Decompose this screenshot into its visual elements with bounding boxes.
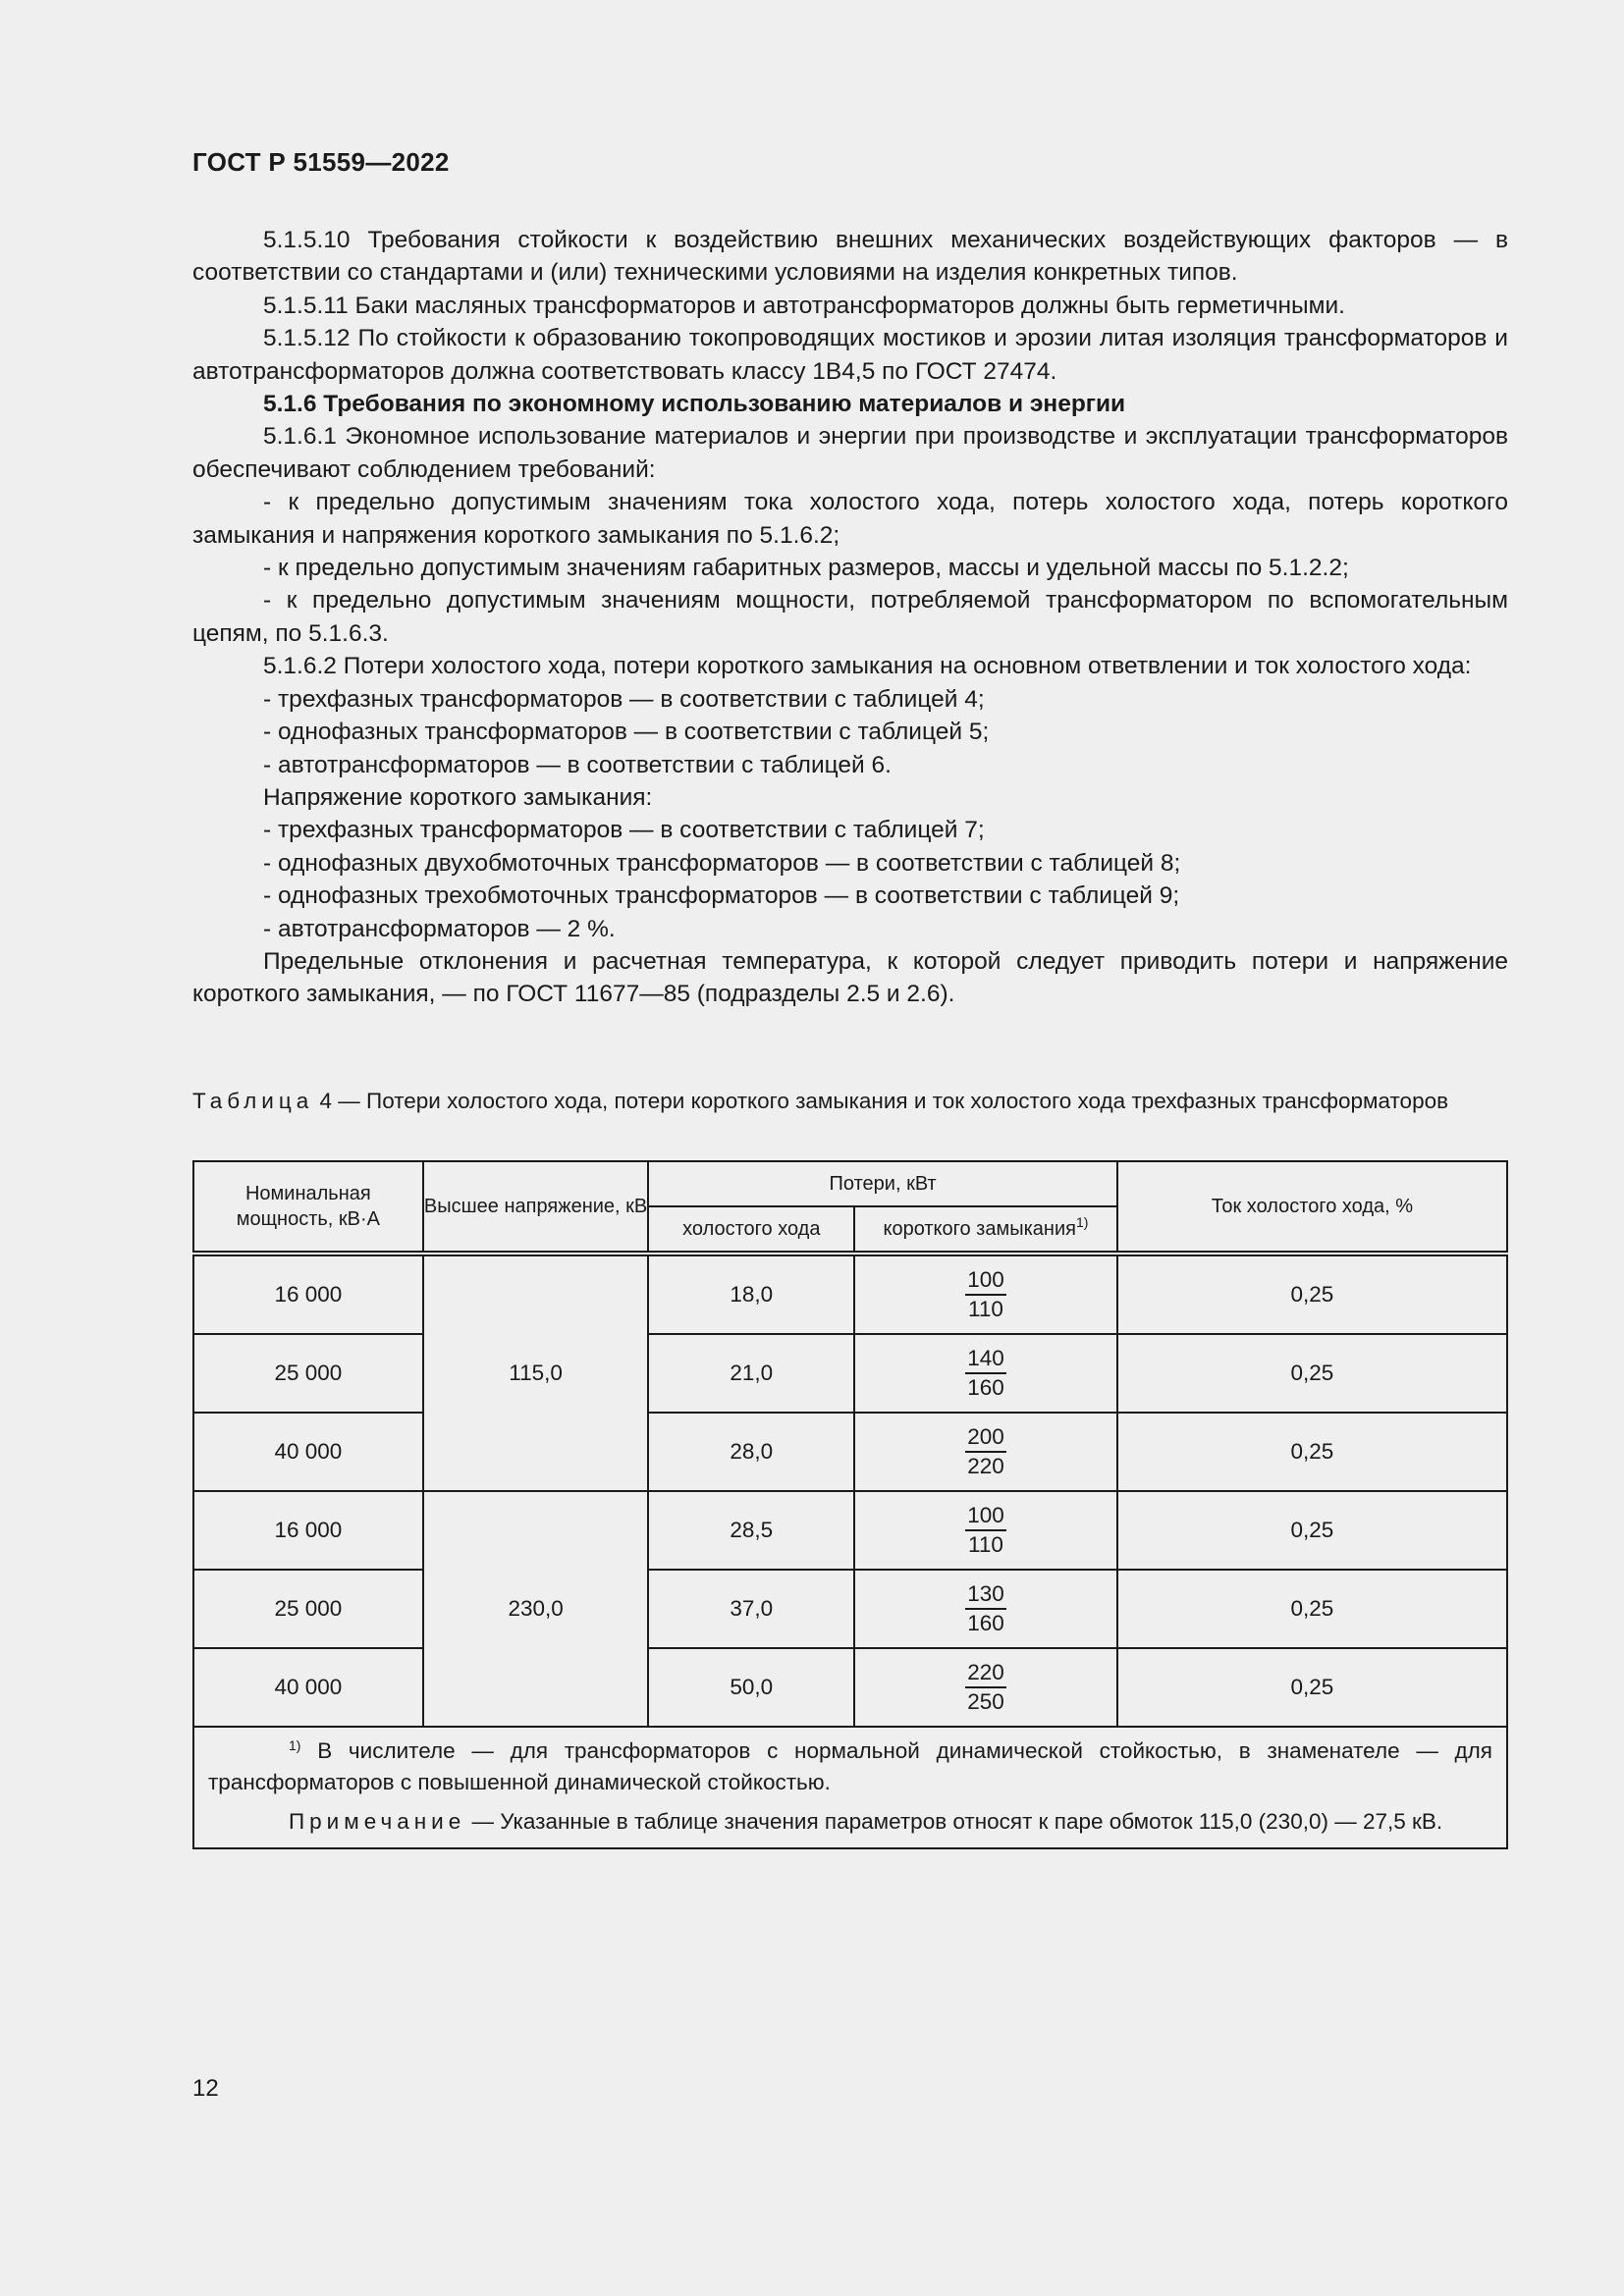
table-footer-row [193,1727,1507,1848]
list-item: - автотрансформаторов — в соответствии с таблицей 6. [263,751,892,778]
table-row [193,1570,1507,1648]
list-item: - к предельно допустимым значениям тока холостого хода, потерь холостого хода, потерь короткого замыкания и напряжения короткого замыкания по 5.1.6.2; [192,489,1508,549]
table-footnotes [193,1727,1507,1848]
fraction-denominator: 220 [967,1454,1004,1478]
note-text: — Указанные в таблице значения параметров относят к паре обмоток 115,0 (230,0) — 27,5 кВ. [471,1809,1443,1834]
footnote-mark: 1) [289,1737,301,1753]
fraction-numerator: 200 [965,1423,1006,1453]
cell-short-circuit [854,1491,1117,1570]
list-item: - однофазных двухобмоточных трансформаторов — в соответствии с таблицей 8; [263,849,1181,877]
cell-short-circuit [854,1648,1117,1727]
table-row [193,1254,1507,1334]
header-no-load: холостого хода [648,1206,854,1254]
header-voltage: Высшее напряжение, кВ [423,1161,649,1254]
header-short-circuit-label: короткого замыкания [883,1218,1076,1240]
section-heading-5-1-6: 5.1.6 Требования по экономному использованию материалов и энергии [263,391,1126,418]
cell-short-circuit [854,1334,1117,1413]
footnote-ref: 1) [1075,1214,1089,1230]
subheading-short-circuit-voltage: Напряжение короткого замыкания: [263,783,653,811]
cell-voltage: 115,0 [423,1254,649,1491]
cell-current: 0,25 [1117,1570,1507,1648]
cell-no-load: 18,0 [648,1254,854,1334]
cell-current: 0,25 [1117,1491,1507,1570]
cell-no-load: 50,0 [648,1648,854,1727]
fraction-numerator: 220 [965,1659,1006,1688]
list-item: - к предельно допустимым значениям мощности, потребляемой трансформатором по вспомогательным цепям, по 5.1.6.3. [192,587,1508,647]
cell-current: 0,25 [1117,1413,1507,1491]
fraction-denominator: 250 [967,1689,1004,1714]
paragraph-5-1-5-11: 5.1.5.11 Баки масляных трансформаторов и автотрансформаторов должны быть герметичными. [263,292,1345,319]
fraction [965,1502,1006,1559]
losses-table [192,1160,1508,1849]
fraction-denominator: 110 [968,1532,1003,1557]
fraction-numerator: 100 [965,1266,1006,1296]
cell-power: 16 000 [193,1491,423,1570]
cell-power: 40 000 [193,1648,423,1727]
note-label: Примечание [289,1809,466,1834]
fraction [965,1423,1006,1480]
list-item: - трехфазных трансформаторов — в соответствии с таблицей 4; [263,685,985,713]
footnote [208,1735,1492,1798]
fraction-numerator: 140 [965,1345,1006,1374]
table-caption-label: Таблица [192,1089,314,1113]
cell-current: 0,25 [1117,1334,1507,1413]
header-power: Номинальная мощность, кВ·А [193,1161,423,1254]
fraction [965,1580,1006,1637]
header-current: Ток холостого хода, % [1117,1161,1507,1254]
cell-power: 25 000 [193,1334,423,1413]
cell-short-circuit [854,1570,1117,1648]
cell-short-circuit [854,1254,1117,1334]
fraction-numerator: 130 [965,1580,1006,1610]
fraction-denominator: 160 [967,1611,1004,1635]
paragraph-5-1-5-12: 5.1.5.12 По стойкости к образованию токопроводящих мостиков и эрозии литая изоляция трансформаторов и автотрансформаторов должна соответствовать классу 1В4,5 по ГОСТ 27474. [192,325,1508,385]
cell-power: 25 000 [193,1570,423,1648]
cell-current: 0,25 [1117,1648,1507,1727]
cell-no-load: 28,5 [648,1491,854,1570]
cell-power: 40 000 [193,1413,423,1491]
cell-short-circuit [854,1413,1117,1491]
paragraph-5-1-6-2: 5.1.6.2 Потери холостого хода, потери короткого замыкания на основном ответвлении и ток холостого хода: [263,653,1472,680]
fraction [965,1345,1006,1402]
list-item: - однофазных трансформаторов — в соответствии с таблицей 5; [263,719,990,746]
list-item: - однофазных трехобмоточных трансформаторов — в соответствии с таблицей 9; [263,882,1180,910]
fraction [965,1659,1006,1716]
paragraph-5-1-5-10: 5.1.5.10 Требования стойкости к воздействию внешних механических воздействующих факторов — в соответствии со стандартами и (или) техническими условиями на изделия конкретных типов. [192,227,1508,287]
cell-voltage: 230,0 [423,1491,649,1727]
list-item: - трехфазных трансформаторов — в соответствии с таблицей 7; [263,817,985,844]
cell-no-load: 21,0 [648,1334,854,1413]
header-losses: Потери, кВт [648,1161,1116,1206]
fraction-denominator: 110 [968,1297,1003,1321]
fraction-denominator: 160 [967,1375,1004,1400]
table-row [193,1334,1507,1413]
body-text [192,224,1508,1011]
cell-power: 16 000 [193,1254,423,1334]
fraction-numerator: 100 [965,1502,1006,1531]
cell-current: 0,25 [1117,1254,1507,1334]
list-item: - к предельно допустимым значениям габаритных размеров, массы и удельной массы по 5.1.2.2; [263,555,1349,582]
table-note [208,1806,1492,1838]
list-item: - автотрансформаторов — 2 %. [263,915,616,942]
table-caption-text: 4 — Потери холостого хода, потери короткого замыкания и ток холостого хода трехфазных трансформаторов [319,1089,1449,1113]
paragraph-5-1-6-1: 5.1.6.1 Экономное использование материалов и энергии при производстве и эксплуатации трансформаторов обеспечивают соблюдением требований: [192,423,1508,483]
table-caption [192,1086,1508,1116]
table-row [193,1648,1507,1727]
table-row [193,1491,1507,1570]
cell-no-load: 28,0 [648,1413,854,1491]
document-code: ГОСТ Р 51559—2022 [192,147,450,177]
page-number: 12 [192,2075,219,2102]
header-short-circuit [854,1206,1117,1254]
table-row [193,1413,1507,1491]
fraction [965,1266,1006,1323]
cell-no-load: 37,0 [648,1570,854,1648]
footnote-text: В числителе — для трансформаторов с нормальной динамической стойкостью, в знаменателе — для трансформаторов с повышенной динамической стойкостью. [208,1738,1492,1794]
paragraph-tolerances: Предельные отклонения и расчетная температура, к которой следует приводить потери и напряжение короткого замыкания, — по ГОСТ 11677—85 (подразделы 2.5 и 2.6). [192,947,1508,1008]
